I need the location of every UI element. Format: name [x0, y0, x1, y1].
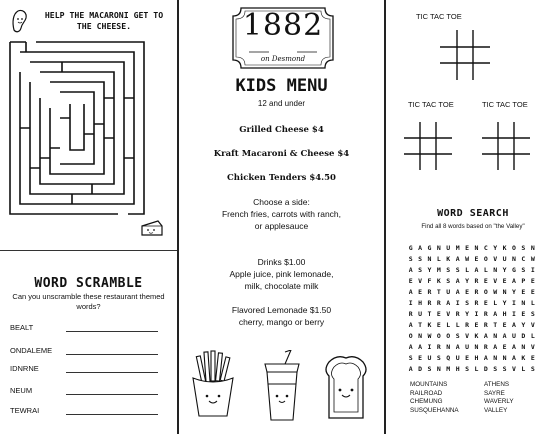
- answer-line: [66, 394, 158, 395]
- word-search-letter[interactable]: I: [512, 310, 516, 318]
- word-search-letter[interactable]: I: [474, 310, 479, 318]
- menu-text-line: or applesauce: [254, 221, 309, 231]
- word-search-letter[interactable]: W: [465, 255, 469, 263]
- word-search-letter[interactable]: N: [427, 255, 432, 263]
- word-search-letter[interactable]: L: [446, 321, 451, 329]
- word-search-letter[interactable]: A: [446, 299, 451, 307]
- word-search-letter[interactable]: R: [436, 343, 441, 351]
- macaroni-icon: [10, 8, 30, 34]
- menu-text-line: [179, 232, 384, 244]
- word-search-letter[interactable]: Q: [446, 354, 451, 362]
- word-search-row: [406, 240, 537, 251]
- scrambled-word: BEALT: [10, 323, 34, 332]
- sides-and-drinks: [179, 196, 384, 328]
- word-search-letter[interactable]: U: [418, 310, 423, 318]
- word-search-title: WORD SEARCH: [437, 208, 509, 219]
- word-search-letter[interactable]: S: [418, 255, 423, 263]
- scrambled-word: NEUM: [10, 386, 33, 395]
- word-search-letter[interactable]: H: [455, 365, 460, 373]
- word-search-letter[interactable]: V: [418, 277, 423, 285]
- word-search-letter[interactable]: S: [427, 365, 432, 373]
- word-search-letter[interactable]: S: [455, 266, 460, 274]
- word-search-letter[interactable]: L: [530, 332, 535, 340]
- toast-icon: [321, 350, 371, 420]
- word-list-column: [410, 381, 459, 415]
- games-panel: [386, 0, 560, 434]
- word-search-letter[interactable]: Y: [427, 266, 432, 274]
- menu-subtitle: 12 and under: [257, 99, 306, 108]
- word-search-row: [406, 361, 537, 372]
- word-search-letter[interactable]: R: [455, 310, 460, 318]
- word-search-letter[interactable]: A: [512, 321, 516, 329]
- word-search-letter[interactable]: M: [455, 244, 460, 252]
- word-search-letter[interactable]: Y: [465, 277, 469, 285]
- menu-text-line: [179, 292, 384, 304]
- word-search-letter[interactable]: A: [408, 343, 413, 351]
- word-search-letter[interactable]: E: [465, 354, 469, 362]
- word-search-letter[interactable]: S: [455, 332, 460, 340]
- word-search-letter[interactable]: E: [483, 299, 488, 307]
- word-search-letter[interactable]: S: [493, 365, 498, 373]
- word-scramble-title: WORD SCRAMBLE: [34, 276, 143, 291]
- word-search-letter[interactable]: U: [465, 343, 469, 351]
- word-search-letter[interactable]: Y: [493, 244, 498, 252]
- word-search-letter[interactable]: R: [427, 288, 432, 296]
- menu-text-line: cherry, mango or berry: [238, 317, 325, 327]
- word-search-letter[interactable]: E: [436, 321, 441, 329]
- word-search-letter[interactable]: A: [455, 277, 460, 285]
- menu-text-line: Choose a side:: [253, 197, 310, 207]
- maze-title: HELP THE MACARONI GET TO THE CHEESE.: [44, 10, 164, 31]
- word-search-letter[interactable]: V: [493, 277, 498, 285]
- word-search-grid[interactable]: [406, 240, 537, 372]
- word-search-letter[interactable]: S: [418, 266, 423, 274]
- word-search-letter[interactable]: A: [408, 321, 413, 329]
- word-search-letter[interactable]: O: [483, 255, 488, 263]
- word-search-letter[interactable]: W: [530, 255, 535, 263]
- menu-title: KIDS MENU: [235, 76, 328, 96]
- word-search-letter[interactable]: A: [483, 332, 488, 340]
- word-search-letter[interactable]: U: [502, 255, 507, 263]
- word-search-letter[interactable]: E: [465, 288, 469, 296]
- word-search-letter[interactable]: I: [455, 299, 460, 307]
- word-search-letter[interactable]: A: [512, 277, 516, 285]
- menu-item: Grilled Cheese $4: [239, 125, 324, 135]
- word-search-letter[interactable]: E: [436, 310, 441, 318]
- word-search-letter[interactable]: S: [408, 255, 413, 263]
- word-search-letter[interactable]: N: [512, 255, 516, 263]
- word-search-letter[interactable]: R: [483, 321, 488, 329]
- word-search-letter[interactable]: G: [427, 244, 432, 252]
- word-search-letter[interactable]: S: [521, 266, 526, 274]
- menu-text-line: Drinks $1.00: [257, 257, 306, 267]
- word-search-letter[interactable]: R: [427, 299, 432, 307]
- scramble-row: [10, 364, 170, 376]
- word-search-letter[interactable]: E: [502, 343, 507, 351]
- logo-number: 1882: [242, 8, 324, 43]
- word-search-letter[interactable]: K: [474, 332, 479, 340]
- word-search-letter[interactable]: A: [408, 365, 413, 373]
- word-search-letter[interactable]: I: [408, 299, 413, 307]
- word-search-letter[interactable]: U: [427, 354, 432, 362]
- word-search-letter[interactable]: L: [483, 266, 488, 274]
- word-search-letter[interactable]: S: [530, 310, 535, 318]
- word-search-letter[interactable]: E: [521, 288, 526, 296]
- word-search-letter[interactable]: A: [502, 332, 507, 340]
- tic-tac-toe-label: TIC TAC TOE: [416, 12, 462, 21]
- word-search-word: CHEMUNG: [410, 398, 443, 406]
- scramble-row: [10, 323, 170, 335]
- word-search-letter[interactable]: W: [427, 332, 432, 340]
- word-search-letter[interactable]: N: [446, 343, 451, 351]
- word-search-letter[interactable]: Y: [502, 299, 507, 307]
- word-search-letter[interactable]: F: [427, 277, 432, 285]
- word-search-letter[interactable]: R: [474, 277, 479, 285]
- word-search-row: [406, 306, 537, 317]
- scramble-row: [10, 346, 170, 358]
- word-search-letter[interactable]: A: [455, 343, 460, 351]
- word-search-letter[interactable]: E: [418, 354, 423, 362]
- word-search-letter[interactable]: I: [427, 343, 432, 351]
- word-search-row: [406, 339, 537, 350]
- word-search-letter[interactable]: K: [446, 255, 451, 263]
- word-search-letter[interactable]: S: [465, 299, 469, 307]
- word-search-word: ATHENS: [484, 381, 510, 388]
- word-search-row: [406, 262, 537, 273]
- word-search-letter[interactable]: R: [483, 343, 488, 351]
- menu-item: Chicken Tenders $4.50: [227, 173, 336, 183]
- word-search-letter[interactable]: U: [455, 354, 460, 362]
- scrambled-word: TEWRAI: [10, 406, 40, 415]
- drink-cup-icon: [259, 350, 305, 422]
- word-search-row: [406, 350, 537, 361]
- word-search-letter[interactable]: V: [465, 332, 469, 340]
- word-search-letter[interactable]: E: [465, 244, 469, 252]
- word-search-letter[interactable]: M: [436, 266, 441, 274]
- word-search-letter[interactable]: O: [512, 244, 516, 252]
- word-search-word: WAVERLY: [484, 398, 514, 406]
- word-search-letter[interactable]: A: [512, 343, 516, 351]
- logo-subtitle: on Desmond: [260, 55, 306, 63]
- menu-item: Kraft Macaroni & Cheese $4: [213, 149, 350, 159]
- scrambled-word: IDNRNE: [10, 364, 39, 373]
- word-search-letter[interactable]: S: [408, 354, 413, 362]
- left-panel: [0, 0, 177, 434]
- word-search-letter[interactable]: V: [446, 310, 451, 318]
- word-search-letter[interactable]: K: [436, 277, 441, 285]
- cheese-icon: [140, 218, 164, 238]
- menu-text-line: milk, chocolate milk: [244, 281, 319, 291]
- word-search-instructions: Find all 8 words based on "the Valley": [421, 223, 525, 230]
- word-search-word: VALLEY: [484, 406, 508, 414]
- word-search-letter[interactable]: D: [521, 332, 526, 340]
- word-search-letter[interactable]: E: [530, 288, 535, 296]
- word-search-letter[interactable]: G: [512, 266, 516, 274]
- menu-text-line: French fries, carrots with ranch,: [221, 209, 342, 219]
- word-search-letter[interactable]: T: [427, 310, 432, 318]
- word-search-letter[interactable]: E: [521, 310, 526, 318]
- word-search-letter[interactable]: W: [493, 288, 498, 296]
- word-search-letter[interactable]: A: [512, 354, 516, 362]
- word-search-letter[interactable]: A: [483, 354, 488, 362]
- word-search-letter[interactable]: S: [465, 365, 469, 373]
- word-search-letter[interactable]: O: [408, 332, 413, 340]
- left-divider: [0, 250, 177, 251]
- answer-line: [66, 331, 158, 332]
- word-search-letter[interactable]: N: [521, 343, 526, 351]
- word-search-letter[interactable]: V: [512, 365, 516, 373]
- word-search-letter[interactable]: K: [502, 244, 507, 252]
- word-search-letter[interactable]: V: [530, 321, 535, 329]
- word-search-letter[interactable]: L: [493, 299, 498, 307]
- word-search-word: RAILROAD: [410, 389, 443, 397]
- word-search-letter[interactable]: A: [493, 310, 498, 318]
- word-search-letter[interactable]: C: [521, 255, 526, 263]
- word-search-letter[interactable]: A: [418, 343, 423, 351]
- word-search-letter[interactable]: R: [436, 299, 441, 307]
- word-search-letter[interactable]: A: [408, 288, 413, 296]
- word-search-letter[interactable]: L: [521, 365, 526, 373]
- word-search-letter[interactable]: E: [418, 288, 423, 296]
- word-search-letter[interactable]: L: [530, 299, 535, 307]
- word-search-letter[interactable]: A: [408, 266, 413, 274]
- french-fries-icon: [187, 350, 239, 420]
- tic-tac-toe-grid[interactable]: [404, 122, 452, 170]
- word-search-letter[interactable]: Y: [521, 321, 526, 329]
- word-search-letter[interactable]: R: [408, 310, 413, 318]
- word-search-letter[interactable]: S: [446, 277, 451, 285]
- word-search-letter[interactable]: R: [474, 299, 479, 307]
- word-search-letter[interactable]: L: [455, 321, 460, 329]
- word-search-letter[interactable]: H: [418, 299, 423, 307]
- word-search-letter[interactable]: R: [474, 288, 479, 296]
- scrambled-word: ONDALEME: [10, 346, 53, 355]
- word-search-letter[interactable]: D: [483, 365, 488, 373]
- word-search-letter[interactable]: G: [408, 244, 413, 252]
- word-search-letter[interactable]: M: [446, 365, 451, 373]
- word-search-letter[interactable]: A: [418, 244, 423, 252]
- word-search-letter[interactable]: E: [530, 354, 535, 362]
- word-search-letter[interactable]: P: [521, 277, 526, 285]
- word-search-letter[interactable]: N: [474, 244, 479, 252]
- tic-tac-toe-grid[interactable]: [482, 122, 530, 170]
- word-search-letter[interactable]: R: [465, 321, 469, 329]
- word-search-letter[interactable]: N: [502, 288, 507, 296]
- word-search-letter[interactable]: N: [418, 332, 423, 340]
- word-search-letter[interactable]: N: [521, 299, 526, 307]
- word-search-letter[interactable]: K: [427, 321, 432, 329]
- word-search-letter[interactable]: N: [493, 354, 498, 362]
- menu-text-line: Apple juice, pink lemonade,: [229, 269, 334, 279]
- word-search-word: SAYRE: [484, 389, 505, 397]
- word-search-letter[interactable]: S: [502, 365, 507, 373]
- word-search-letter[interactable]: K: [521, 354, 526, 362]
- word-search-row: [406, 273, 537, 284]
- word-search-letter[interactable]: E: [474, 321, 479, 329]
- word-search-letter[interactable]: S: [436, 354, 441, 362]
- word-search-row: [406, 251, 537, 262]
- word-search-word: SUSQUEHANNA: [410, 406, 459, 414]
- word-search-letter[interactable]: A: [455, 288, 460, 296]
- word-list-column: [484, 381, 514, 415]
- word-search-letter[interactable]: E: [474, 255, 479, 263]
- word-search-letter[interactable]: T: [418, 321, 423, 329]
- word-search-row: [406, 295, 537, 306]
- word-search-letter[interactable]: E: [530, 277, 535, 285]
- word-search-letter[interactable]: I: [530, 266, 535, 274]
- word-search-letter[interactable]: N: [502, 354, 507, 362]
- word-search-letter[interactable]: H: [502, 310, 507, 318]
- word-search-letter[interactable]: E: [483, 277, 488, 285]
- menu-text-line: Flavored Lemonade $1.50: [231, 305, 332, 315]
- word-search-letter[interactable]: U: [446, 244, 451, 252]
- word-search-letter[interactable]: E: [502, 277, 507, 285]
- word-search-letter[interactable]: U: [512, 332, 516, 340]
- word-search-word: MOUNTAINS: [410, 381, 448, 388]
- word-search-letter[interactable]: L: [465, 266, 469, 274]
- word-search-letter[interactable]: T: [436, 288, 441, 296]
- word-search-letter[interactable]: A: [474, 266, 479, 274]
- word-search-letter[interactable]: T: [493, 321, 498, 329]
- word-search-letter[interactable]: N: [530, 244, 535, 252]
- word-search-letter[interactable]: S: [530, 365, 535, 373]
- menu-text-line: [179, 244, 384, 256]
- word-search-letter[interactable]: V: [493, 255, 498, 263]
- word-search-row: [406, 317, 537, 328]
- menu-panel: [177, 0, 386, 434]
- scramble-row: [10, 386, 170, 398]
- word-search-letter[interactable]: R: [483, 310, 488, 318]
- word-search-letter[interactable]: H: [474, 354, 479, 362]
- word-search-letter[interactable]: O: [436, 332, 441, 340]
- word-search-letter[interactable]: E: [408, 277, 413, 285]
- word-search-letter[interactable]: N: [493, 332, 498, 340]
- word-search-letter[interactable]: L: [474, 365, 479, 373]
- maze-graphic: [2, 38, 152, 218]
- word-search-letter[interactable]: N: [493, 266, 498, 274]
- word-search-row: [406, 328, 537, 339]
- word-search-letter[interactable]: A: [493, 343, 498, 351]
- word-search-letter[interactable]: O: [483, 288, 488, 296]
- word-search-letter[interactable]: V: [530, 343, 535, 351]
- word-search-letter[interactable]: D: [418, 365, 423, 373]
- answer-line: [66, 414, 158, 415]
- word-search-letter[interactable]: Y: [502, 266, 507, 274]
- word-search-letter[interactable]: U: [446, 288, 451, 296]
- scramble-row: [10, 406, 170, 418]
- word-search-letter[interactable]: O: [446, 332, 451, 340]
- word-search-letter[interactable]: S: [446, 266, 451, 274]
- word-search-letter[interactable]: L: [436, 255, 441, 263]
- answer-line: [66, 372, 158, 373]
- word-search-letter[interactable]: Y: [465, 310, 469, 318]
- word-search-letter[interactable]: S: [521, 244, 526, 252]
- word-search-row: [406, 284, 537, 295]
- word-search-letter[interactable]: E: [502, 321, 507, 329]
- word-search-letter[interactable]: N: [474, 343, 479, 351]
- answer-line: [66, 354, 158, 355]
- word-search-letter[interactable]: C: [483, 244, 488, 252]
- word-search-letter[interactable]: N: [436, 244, 441, 252]
- word-search-letter[interactable]: A: [455, 255, 460, 263]
- word-search-letter[interactable]: I: [512, 299, 516, 307]
- tic-tac-toe-grid[interactable]: [440, 30, 490, 80]
- tic-tac-toe-label: TIC TAC TOE: [482, 100, 528, 109]
- word-search-letter[interactable]: Y: [512, 288, 516, 296]
- word-scramble-subtitle: Can you unscramble these restaurant themed words?: [12, 292, 165, 311]
- tic-tac-toe-label: TIC TAC TOE: [408, 100, 454, 109]
- word-search-letter[interactable]: N: [436, 365, 441, 373]
